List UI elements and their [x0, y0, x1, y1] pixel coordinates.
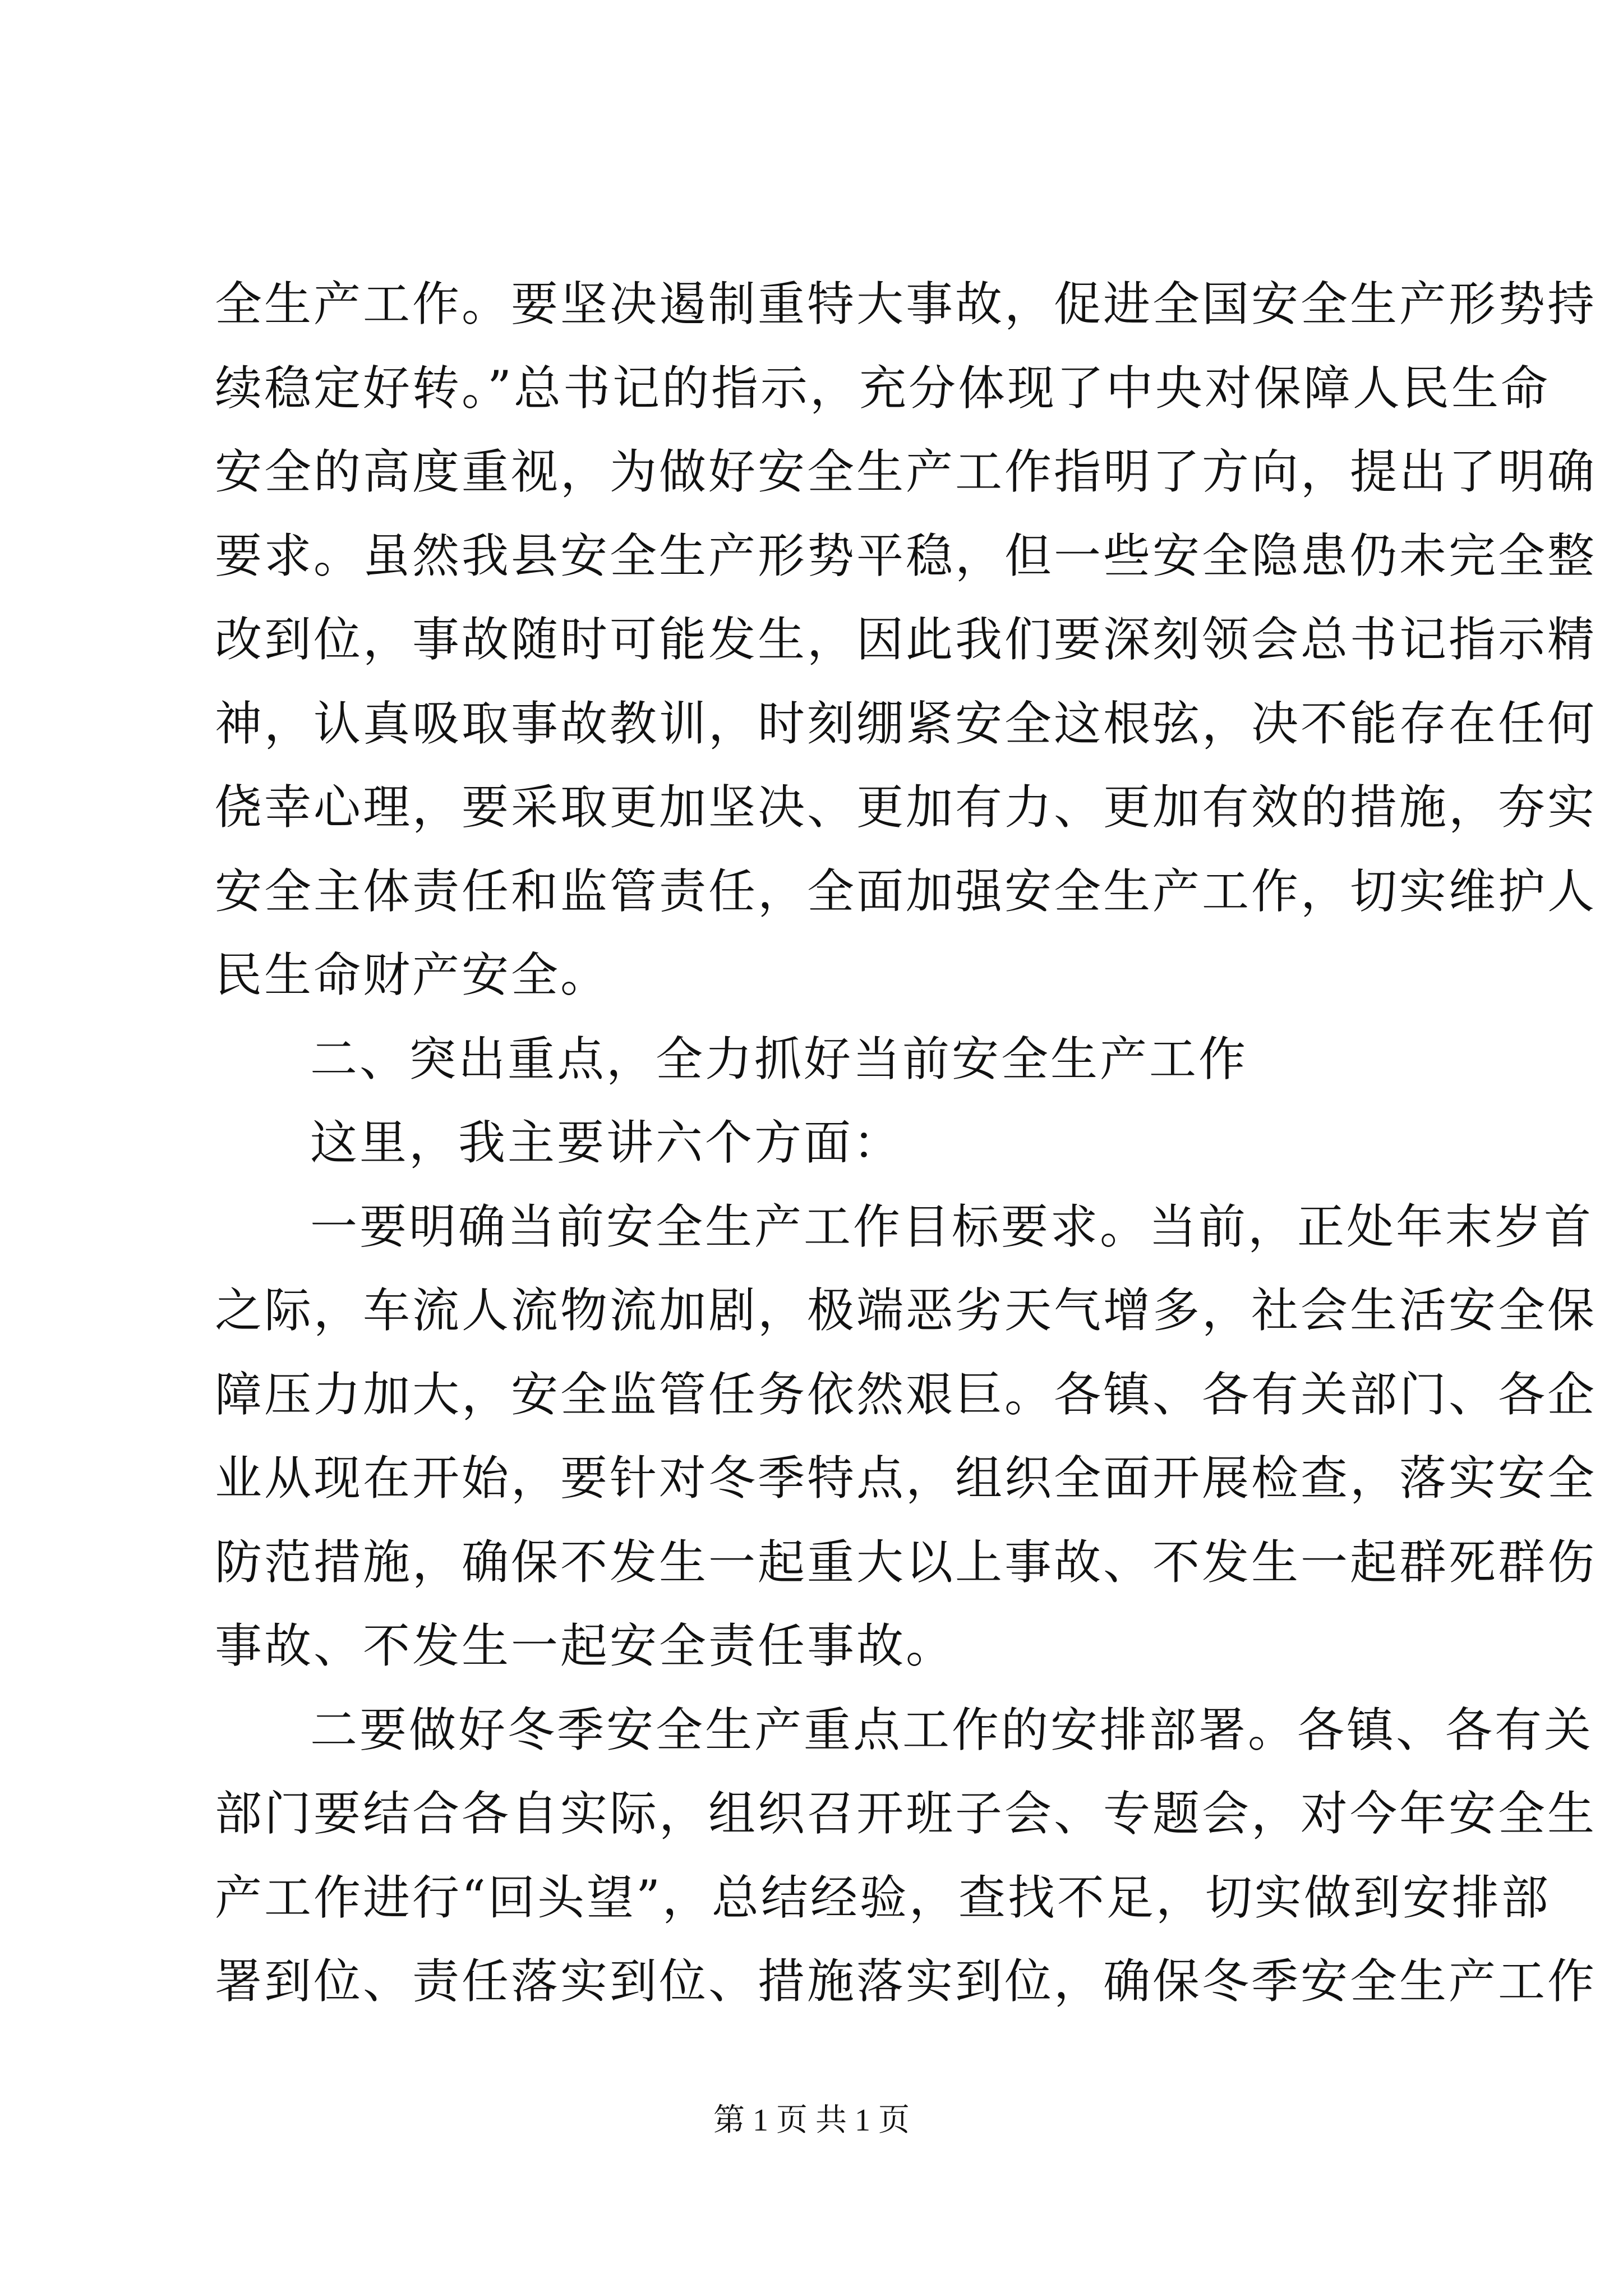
- text-line: 民生命财产安全。: [215, 947, 610, 1002]
- text-line: 侥幸心理，要采取更加坚决、更加有力、更加有效的措施，夯实: [215, 780, 1597, 835]
- section-heading: 二、突出重点，全力抓好当前安全生产工作: [310, 1031, 1248, 1087]
- text-line: 改到位，事故随时可能发生，因此我们要深刻领会总书记指示精: [215, 612, 1597, 667]
- text-line: 这里，我主要讲六个方面：: [310, 1115, 903, 1170]
- text-line: 神，认真吸取事故教训，时刻绷紧安全这根弦，决不能存在任何: [215, 696, 1597, 751]
- text-line: 全生产工作。要坚决遏制重特大事故，促进全国安全生产形势持: [215, 277, 1597, 332]
- text-line: 安全的高度重视，为做好安全生产工作指明了方向，提出了明确: [215, 444, 1597, 499]
- text-line: 防范措施，确保不发生一起重大以上事故、不发生一起群死群伤: [215, 1534, 1597, 1590]
- text-line: 续稳定好转。”总书记的指示，充分体现了中央对保障人民生命: [215, 360, 1550, 416]
- text-line: 产工作进行“回头望”，总结经验，查找不足，切实做到安排部: [215, 1870, 1551, 1925]
- text-line: 二要做好冬季安全生产重点工作的安排部署。各镇、各有关: [310, 1702, 1594, 1757]
- text-line: 障压力加大，安全监管任务依然艰巨。各镇、各有关部门、各企: [215, 1366, 1597, 1422]
- text-line: 要求。虽然我县安全生产形势平稳，但一些安全隐患仍未完全整: [215, 528, 1597, 583]
- text-line: 事故、不发生一起安全责任事故。: [215, 1618, 956, 1673]
- text-line: 之际，车流人流物流加剧，极端恶劣天气增多，社会生活安全保: [215, 1283, 1597, 1338]
- text-line: 一要明确当前安全生产工作目标要求。当前，正处年末岁首: [310, 1199, 1594, 1254]
- text-line: 安全主体责任和监管责任，全面加强安全生产工作，切实维护人: [215, 863, 1597, 919]
- body-text: [215, 263, 1597, 2024]
- text-line: 署到位、责任落实到位、措施落实到位，确保冬季安全生产工作: [215, 1954, 1597, 2009]
- text-line: 业从现在开始，要针对冬季特点，组织全面开展检查，落实安全: [215, 1451, 1597, 1506]
- text-line: 部门要结合各自实际，组织召开班子会、专题会，对今年安全生: [215, 1786, 1597, 1841]
- page-footer: 第 1 页 共 1 页: [713, 2103, 910, 2138]
